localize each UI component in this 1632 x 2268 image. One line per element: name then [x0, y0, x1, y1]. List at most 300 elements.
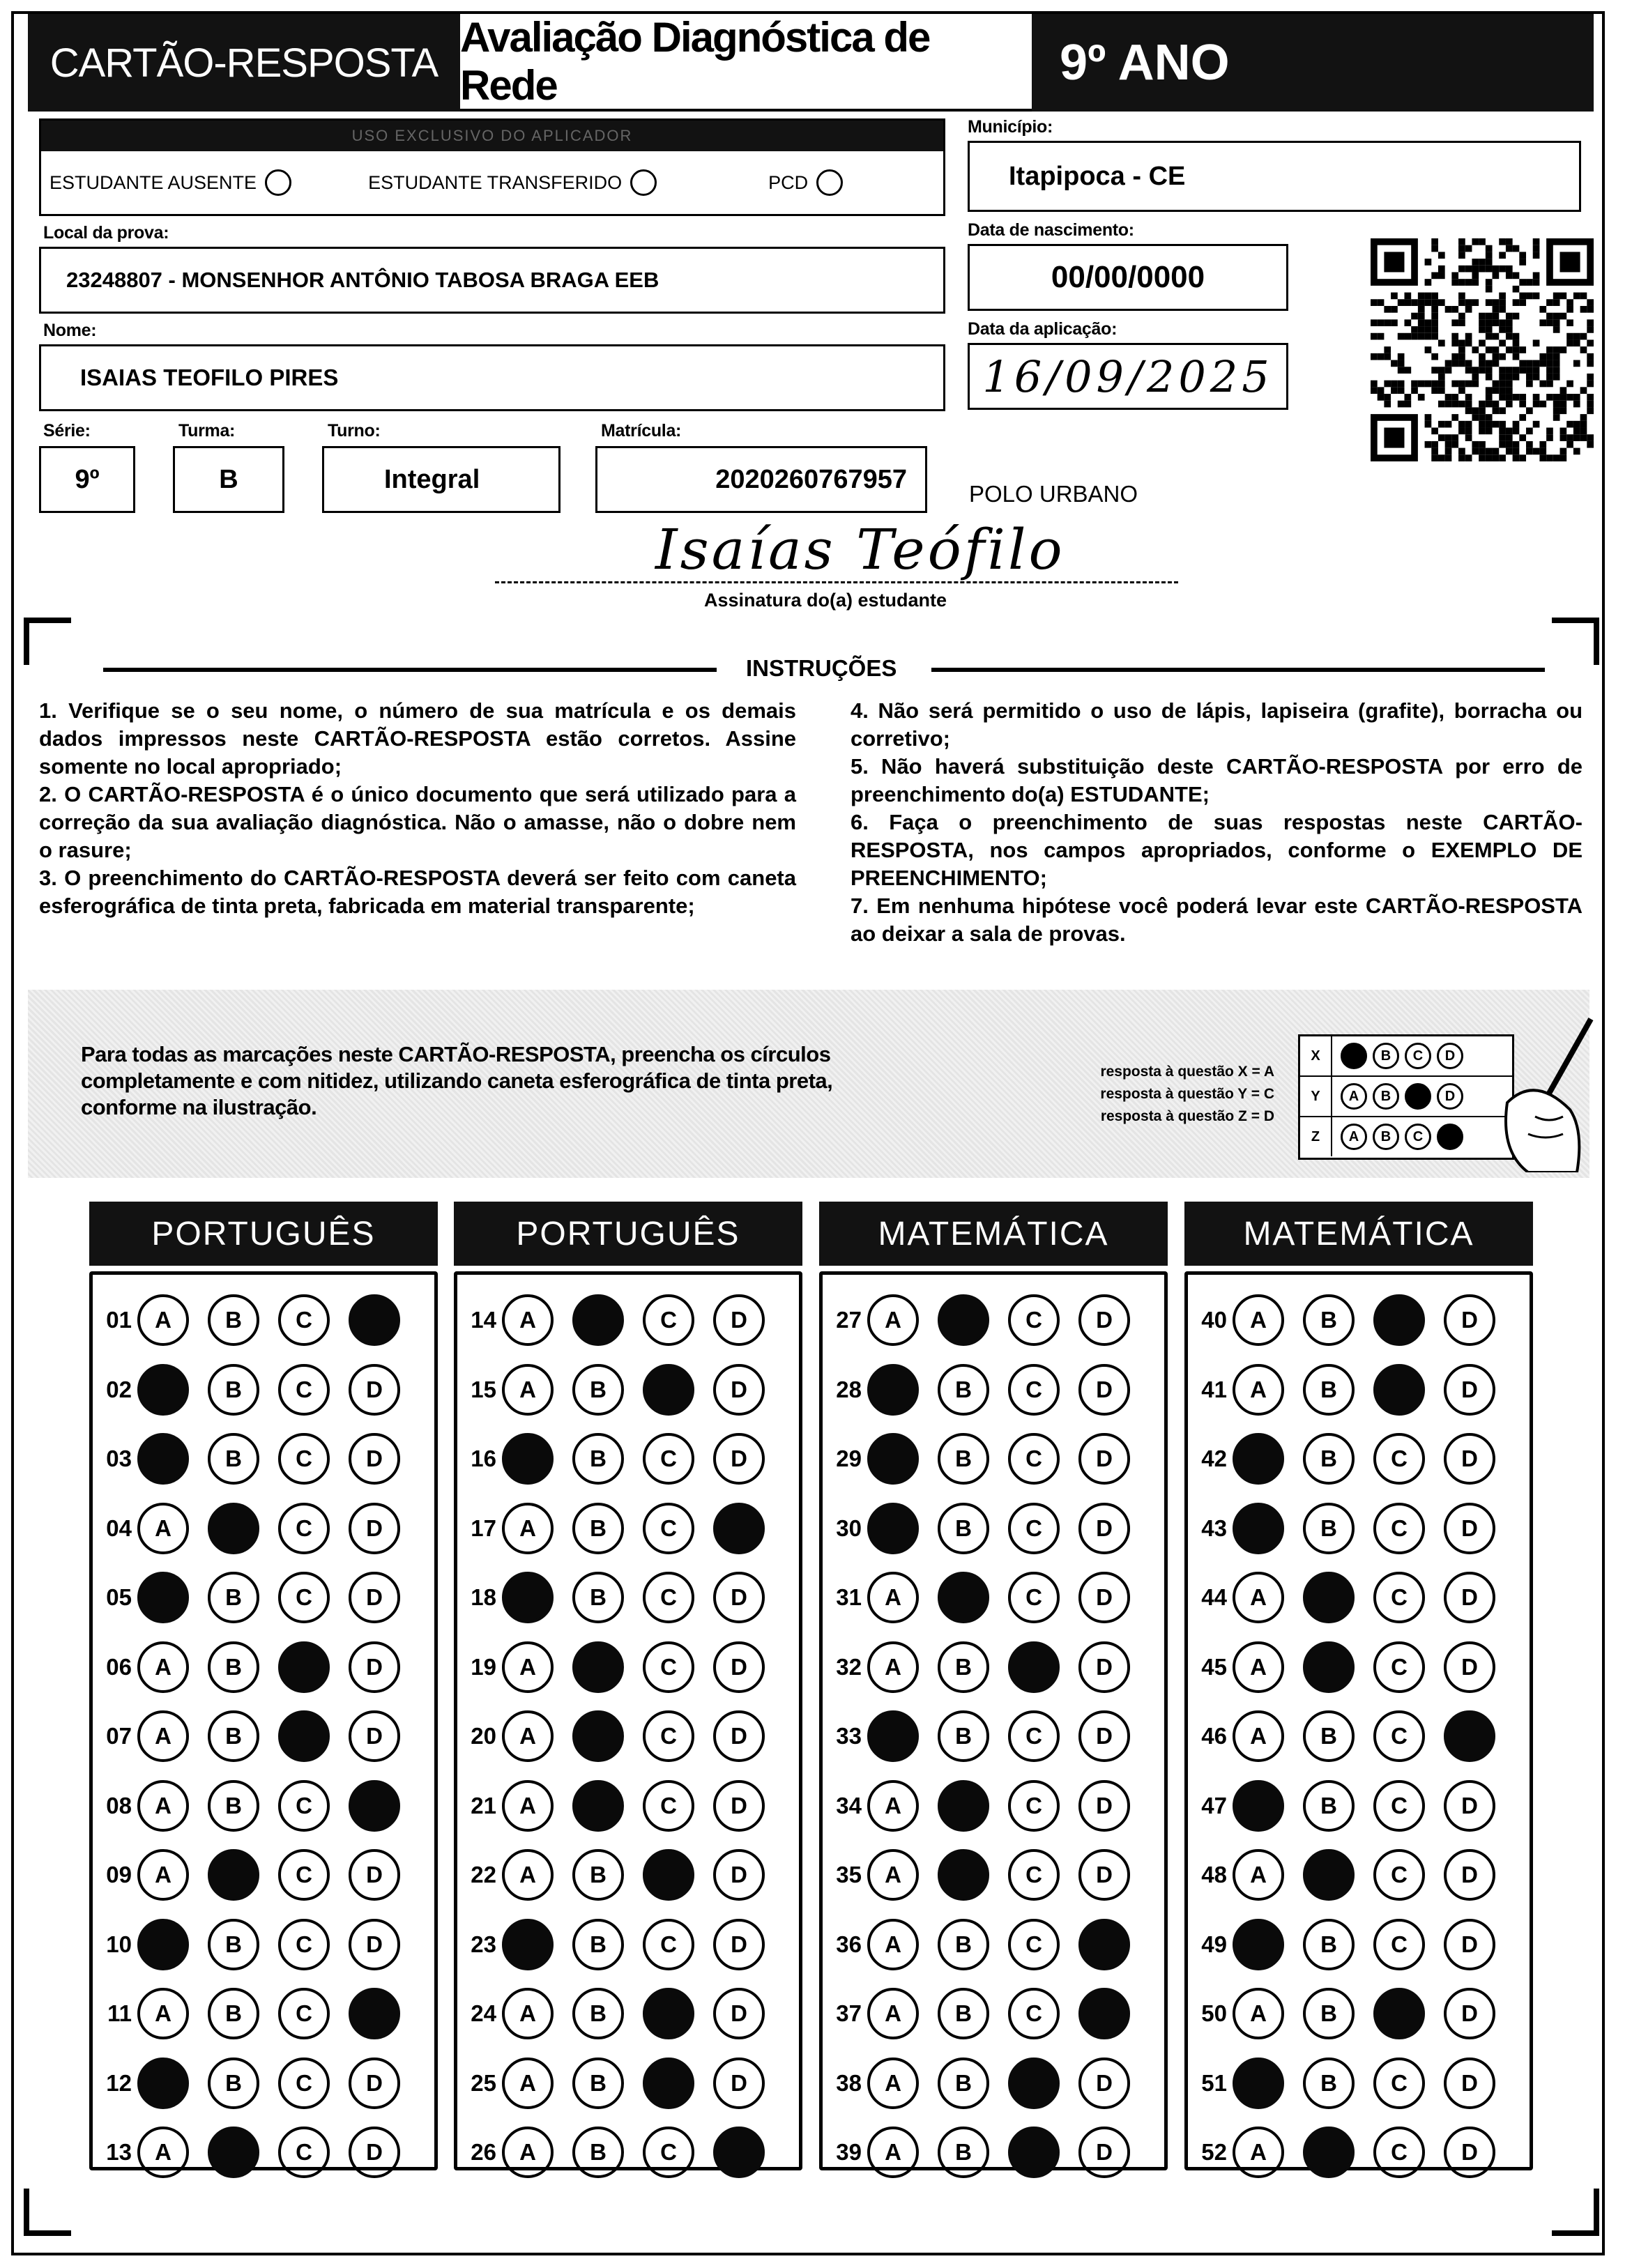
answer-bubble-a[interactable]: A — [867, 2058, 919, 2109]
answer-sheet — [11, 11, 1605, 2255]
answer-bubble-d[interactable]: D — [349, 1919, 400, 1970]
answer-bubble-d[interactable]: D — [1078, 2058, 1130, 2109]
answer-bubble-c[interactable] — [1373, 1294, 1425, 1346]
turma-value: B — [219, 464, 238, 494]
answer-bubble-c[interactable]: C — [278, 1364, 330, 1416]
answer-bubble-a[interactable]: A — [502, 1710, 554, 1762]
example-row — [1300, 1077, 1512, 1117]
answer-bubble-d[interactable]: D — [1078, 1849, 1130, 1901]
answer-bubble-c[interactable]: C — [278, 1503, 330, 1554]
answer-bubble-c[interactable] — [643, 1849, 694, 1901]
answer-bubble-a[interactable]: A — [502, 1294, 554, 1346]
answer-row — [457, 1568, 784, 1627]
answer-bubble-a[interactable] — [867, 1710, 919, 1762]
answer-bubble-d[interactable]: D — [1078, 1503, 1130, 1554]
answer-bubble-b[interactable]: B — [572, 1849, 624, 1901]
answer-bubble-c[interactable] — [278, 1641, 330, 1693]
answer-bubble-c[interactable] — [1008, 2127, 1060, 2178]
answer-bubble-d[interactable]: D — [713, 1710, 765, 1762]
answer-bubble-b[interactable]: B — [572, 2058, 624, 2109]
answer-row — [457, 1915, 784, 1975]
answer-bubble-d[interactable] — [349, 1780, 400, 1832]
question-number: 01 — [106, 1307, 132, 1333]
answer-bubble-c[interactable]: C — [1373, 1641, 1425, 1693]
answer-row — [457, 1984, 784, 2044]
question-number: 05 — [106, 1584, 132, 1610]
answer-bubble-d[interactable]: D — [1444, 1572, 1495, 1623]
answer-bubble-b[interactable]: B — [572, 1988, 624, 2039]
absent-checkbox[interactable] — [265, 169, 291, 196]
answer-bubble-c[interactable]: C — [278, 1780, 330, 1832]
question-number: 13 — [106, 2139, 132, 2165]
answer-bubble-a[interactable]: A — [137, 1294, 189, 1346]
answer-bubble-c[interactable]: C — [1373, 2058, 1425, 2109]
answer-bubble-b[interactable]: B — [208, 1433, 259, 1485]
applicator-banner — [41, 121, 943, 151]
question-number: 20 — [471, 1723, 496, 1749]
answer-bubble-d[interactable]: D — [1078, 1710, 1130, 1762]
matricula-field — [595, 446, 927, 513]
question-number: 03 — [106, 1446, 132, 1471]
question-number: 14 — [471, 1307, 496, 1333]
answer-bubble-b[interactable]: B — [1303, 1433, 1355, 1485]
answer-bubble-d[interactable]: D — [713, 1433, 765, 1485]
answer-bubble-c[interactable]: C — [643, 1503, 694, 1554]
answer-bubble-c[interactable]: C — [1373, 1572, 1425, 1623]
answer-bubble-d[interactable]: D — [1078, 1641, 1130, 1693]
answer-bubble-c[interactable]: C — [1373, 1433, 1425, 1485]
answer-bubble-d[interactable]: D — [1444, 1433, 1495, 1485]
answer-row — [457, 1360, 784, 1420]
answer-bubble-b[interactable] — [938, 1294, 989, 1346]
answer-bubble-c[interactable]: C — [1008, 1364, 1060, 1416]
answer-row — [823, 1290, 1149, 1350]
answer-bubble-a[interactable]: A — [502, 1641, 554, 1693]
answer-bubble-b[interactable] — [1303, 2127, 1355, 2178]
answer-row — [1188, 1845, 1514, 1905]
answer-bubble-a[interactable]: A — [1233, 1988, 1284, 2039]
answer-bubble-c[interactable]: C — [1373, 2127, 1425, 2178]
answer-bubble-c[interactable]: C — [643, 1641, 694, 1693]
answer-bubble-c[interactable] — [643, 1364, 694, 1416]
answer-bubble-c[interactable]: C — [278, 1433, 330, 1485]
answer-bubble-a[interactable]: A — [867, 1780, 919, 1832]
answer-bubble-b[interactable]: B — [1303, 1780, 1355, 1832]
answer-column — [819, 1271, 1168, 2170]
answer-bubble-a[interactable]: A — [867, 1572, 919, 1623]
question-number: 41 — [1201, 1376, 1227, 1402]
answer-bubble-d[interactable] — [349, 1294, 400, 1346]
answer-bubble-a[interactable]: A — [502, 1364, 554, 1416]
answer-bubble-c[interactable]: C — [1008, 1433, 1060, 1485]
answer-bubble-d[interactable]: D — [1444, 1503, 1495, 1554]
answer-bubble-d[interactable]: D — [713, 1988, 765, 2039]
answer-bubble-d[interactable]: D — [713, 1780, 765, 1832]
answer-bubble-b[interactable] — [938, 1572, 989, 1623]
answer-bubble-a[interactable]: A — [1233, 1710, 1284, 1762]
answer-bubble-a[interactable] — [1233, 1780, 1284, 1832]
answer-bubble-c[interactable]: C — [1008, 1710, 1060, 1762]
answer-row — [93, 2122, 419, 2182]
question-number: 02 — [106, 1376, 132, 1402]
answer-bubble-c[interactable]: C — [643, 1780, 694, 1832]
answer-bubble-a[interactable]: A — [867, 1919, 919, 1970]
answer-bubble-b[interactable]: B — [1303, 1988, 1355, 2039]
answer-bubble-c[interactable]: C — [278, 1572, 330, 1623]
answer-bubble-b[interactable] — [208, 1849, 259, 1901]
question-number: 35 — [836, 1862, 862, 1887]
answer-bubble-a[interactable]: A — [867, 2127, 919, 2178]
answer-bubble-b[interactable]: B — [208, 1572, 259, 1623]
answer-bubble-b[interactable] — [1303, 1849, 1355, 1901]
answer-bubble-b[interactable]: B — [938, 1919, 989, 1970]
answer-bubble-b[interactable]: B — [938, 1988, 989, 2039]
answer-bubble-d[interactable]: D — [1078, 2127, 1130, 2178]
answer-bubble-c[interactable]: C — [1008, 1294, 1060, 1346]
answer-bubble-a[interactable]: A — [137, 1988, 189, 2039]
answer-bubble-c[interactable]: C — [1008, 1503, 1060, 1554]
answer-bubble-b[interactable]: B — [1303, 1503, 1355, 1554]
question-number: 09 — [106, 1862, 132, 1887]
answer-bubble-c[interactable]: C — [278, 1919, 330, 1970]
answer-bubble-d[interactable]: D — [1444, 1780, 1495, 1832]
answer-bubble-a[interactable] — [867, 1503, 919, 1554]
answer-bubble-d[interactable]: D — [1444, 1849, 1495, 1901]
local-value: 23248807 - MONSENHOR ANTÔNIO TABOSA BRAGA EEB — [66, 268, 659, 292]
answer-bubble-a[interactable]: A — [502, 1849, 554, 1901]
answer-bubble-d[interactable]: D — [1078, 1433, 1130, 1485]
instructions-rule-left — [103, 668, 717, 672]
answer-bubble-c[interactable]: C — [643, 1710, 694, 1762]
answer-bubble-a[interactable]: A — [502, 2127, 554, 2178]
answer-bubble-d[interactable]: D — [349, 1710, 400, 1762]
answer-bubble-a[interactable]: A — [1233, 2127, 1284, 2178]
pen-hand-icon — [1486, 1012, 1598, 1172]
serie-label: Série: — [43, 421, 91, 440]
answer-bubble-d[interactable]: D — [1444, 2058, 1495, 2109]
answer-bubble-b[interactable]: B — [1303, 1919, 1355, 1970]
answer-bubble-a[interactable]: A — [502, 1503, 554, 1554]
answer-row — [1188, 1915, 1514, 1975]
answer-column — [454, 1271, 802, 2170]
answer-bubble-d[interactable]: D — [349, 1849, 400, 1901]
answer-bubble-c[interactable] — [1373, 1364, 1425, 1416]
answer-bubble-a[interactable]: A — [137, 1849, 189, 1901]
question-number: 07 — [106, 1723, 132, 1749]
answer-bubble-b[interactable] — [572, 1780, 624, 1832]
answer-bubble-d[interactable]: D — [1444, 1988, 1495, 2039]
answer-bubble-b[interactable]: B — [572, 1503, 624, 1554]
question-number: 17 — [471, 1515, 496, 1541]
nome-field — [39, 344, 945, 411]
answer-bubble-a[interactable]: A — [867, 1849, 919, 1901]
answer-bubble-d[interactable] — [1444, 1710, 1495, 1762]
answer-bubble-b[interactable]: B — [208, 1294, 259, 1346]
answer-bubble-c[interactable]: C — [643, 2127, 694, 2178]
serie-field — [39, 446, 135, 513]
answer-bubble-b[interactable]: B — [1303, 2058, 1355, 2109]
exam-title: Avaliação Diagnóstica de Rede — [460, 14, 930, 109]
answer-bubble-b[interactable]: B — [572, 1919, 624, 1970]
question-number: 42 — [1201, 1446, 1227, 1471]
answer-bubble-b[interactable]: B — [208, 1710, 259, 1762]
answer-bubble-c[interactable]: C — [1373, 1710, 1425, 1762]
answer-bubble-b[interactable]: B — [572, 1572, 624, 1623]
answer-bubble-d[interactable]: D — [1078, 1364, 1130, 1416]
answer-bubble-c[interactable]: C — [1008, 1988, 1060, 2039]
answer-bubble-a[interactable]: A — [137, 1710, 189, 1762]
answer-bubble-d[interactable]: D — [349, 1364, 400, 1416]
answer-bubble-b[interactable]: B — [208, 2058, 259, 2109]
answer-bubble-d[interactable]: D — [349, 1433, 400, 1485]
answer-bubble-c[interactable]: C — [643, 1433, 694, 1485]
answer-bubble-d[interactable] — [349, 1988, 400, 2039]
nome-label: Nome: — [43, 321, 97, 340]
polo-label: POLO URBANO — [969, 481, 1138, 507]
answer-bubble-c[interactable]: C — [643, 1919, 694, 1970]
answer-bubble-d[interactable]: D — [713, 2058, 765, 2109]
answer-bubble-c[interactable]: C — [278, 1849, 330, 1901]
answer-bubble-a[interactable] — [137, 2058, 189, 2109]
answer-bubble-b[interactable] — [572, 1641, 624, 1693]
example-bubble: B — [1373, 1043, 1399, 1069]
question-number: 50 — [1201, 2000, 1227, 2026]
answer-bubble-b[interactable]: B — [1303, 1710, 1355, 1762]
answer-bubble-a[interactable]: A — [502, 2058, 554, 2109]
answer-bubble-b[interactable]: B — [1303, 1364, 1355, 1416]
answer-bubble-c[interactable]: C — [643, 1572, 694, 1623]
card-title-bar — [28, 14, 460, 112]
answer-row — [823, 1499, 1149, 1558]
answer-bubble-d[interactable]: D — [1444, 1919, 1495, 1970]
answer-bubble-c[interactable]: C — [1008, 1780, 1060, 1832]
answer-bubble-a[interactable] — [502, 1919, 554, 1970]
answer-bubble-b[interactable]: B — [938, 1364, 989, 1416]
answer-bubble-d[interactable]: D — [349, 1641, 400, 1693]
answer-bubble-b[interactable]: B — [208, 1919, 259, 1970]
answer-bubble-c[interactable]: C — [1373, 1919, 1425, 1970]
answer-bubble-d[interactable] — [1078, 1988, 1130, 2039]
question-number: 22 — [471, 1862, 496, 1887]
answer-bubble-d[interactable]: D — [713, 1294, 765, 1346]
answer-bubble-d[interactable]: D — [1078, 1294, 1130, 1346]
answer-bubble-b[interactable]: B — [1303, 1294, 1355, 1346]
answer-bubble-d[interactable]: D — [1444, 1364, 1495, 1416]
answer-bubble-a[interactable] — [137, 1364, 189, 1416]
answer-bubble-a[interactable] — [137, 1572, 189, 1623]
pcd-label: PCD — [768, 171, 809, 193]
answer-bubble-c[interactable]: C — [1373, 1503, 1425, 1554]
answer-bubble-d[interactable]: D — [713, 1919, 765, 1970]
answer-bubble-d[interactable]: D — [713, 1641, 765, 1693]
answer-bubble-b[interactable]: B — [572, 1433, 624, 1485]
answer-bubble-b[interactable] — [572, 1294, 624, 1346]
answer-bubble-b[interactable] — [938, 1849, 989, 1901]
nascimento-field — [968, 244, 1288, 311]
answer-bubble-a[interactable] — [502, 1572, 554, 1623]
question-number: 44 — [1201, 1584, 1227, 1610]
pcd-checkbox[interactable] — [816, 169, 843, 196]
answer-bubble-b[interactable]: B — [938, 2058, 989, 2109]
answer-bubble-a[interactable]: A — [1233, 1294, 1284, 1346]
example-legend — [1037, 1061, 1274, 1128]
answer-bubble-a[interactable]: A — [1233, 1641, 1284, 1693]
answer-bubble-a[interactable]: A — [867, 1294, 919, 1346]
answer-bubble-d[interactable]: D — [1444, 1641, 1495, 1693]
answer-bubble-d[interactable] — [713, 2127, 765, 2178]
answer-row — [457, 2122, 784, 2182]
answer-bubble-c[interactable]: C — [278, 1988, 330, 2039]
answer-bubble-a[interactable] — [137, 1433, 189, 1485]
answer-bubble-c[interactable] — [278, 1710, 330, 1762]
answer-row — [1188, 1568, 1514, 1627]
answer-bubble-a[interactable] — [137, 1919, 189, 1970]
example-legend-y: resposta à questão Y = C — [1100, 1086, 1274, 1102]
answer-bubble-a[interactable] — [867, 1433, 919, 1485]
answer-row — [457, 1776, 784, 1836]
answer-bubble-c[interactable] — [643, 1988, 694, 2039]
answer-bubble-a[interactable] — [867, 1364, 919, 1416]
answer-bubble-a[interactable]: A — [137, 2127, 189, 2178]
answer-bubble-c[interactable]: C — [278, 2058, 330, 2109]
answer-bubble-b[interactable]: B — [208, 1780, 259, 1832]
example-grid — [1298, 1034, 1514, 1160]
answer-bubble-c[interactable]: C — [278, 2127, 330, 2178]
answer-bubble-c[interactable]: C — [1373, 1780, 1425, 1832]
question-number: 47 — [1201, 1792, 1227, 1818]
answer-bubble-d[interactable]: D — [713, 1572, 765, 1623]
question-number: 40 — [1201, 1307, 1227, 1333]
turno-field — [322, 446, 560, 513]
answer-bubble-a[interactable]: A — [867, 1988, 919, 2039]
answer-bubble-a[interactable]: A — [867, 1641, 919, 1693]
example-bubble — [1437, 1124, 1463, 1150]
answer-bubble-d[interactable]: D — [713, 1364, 765, 1416]
answer-bubble-d[interactable] — [1078, 1919, 1130, 1970]
answer-bubble-c[interactable]: C — [1008, 1849, 1060, 1901]
aplicacao-value: 16/09/2025 — [982, 351, 1274, 402]
example-row — [1300, 1036, 1512, 1077]
answer-bubble-a[interactable] — [1233, 2058, 1284, 2109]
answer-bubble-d[interactable]: D — [349, 1572, 400, 1623]
answer-row — [823, 1984, 1149, 2044]
serie-value: 9º — [75, 464, 100, 494]
answer-row — [93, 1776, 419, 1836]
answer-bubble-c[interactable] — [643, 2058, 694, 2109]
answer-bubble-a[interactable]: A — [137, 1641, 189, 1693]
answer-row — [457, 1429, 784, 1489]
answer-bubble-a[interactable] — [1233, 1919, 1284, 1970]
exam-title-box — [460, 14, 1032, 112]
answer-bubble-b[interactable]: B — [938, 1710, 989, 1762]
answer-bubble-b[interactable]: B — [938, 1433, 989, 1485]
answer-bubble-c[interactable] — [1373, 1988, 1425, 2039]
example-bubble: B — [1373, 1124, 1399, 1150]
nascimento-value: 00/00/0000 — [1051, 260, 1205, 294]
answer-bubble-a[interactable]: A — [1233, 1364, 1284, 1416]
answer-bubble-c[interactable]: C — [278, 1294, 330, 1346]
municipio-value: Itapipoca - CE — [1009, 161, 1186, 191]
answer-row — [93, 1915, 419, 1975]
answer-bubble-d[interactable]: D — [713, 1849, 765, 1901]
example-bubble: D — [1437, 1083, 1463, 1110]
question-number: 28 — [836, 1376, 862, 1402]
local-label: Local da prova: — [43, 223, 169, 243]
answer-bubble-d[interactable]: D — [1444, 2127, 1495, 2178]
answer-bubble-b[interactable] — [208, 1503, 259, 1554]
municipio-label: Município: — [968, 117, 1053, 137]
answer-bubble-a[interactable]: A — [502, 1988, 554, 2039]
answer-bubble-b[interactable] — [208, 2127, 259, 2178]
answer-bubble-a[interactable]: A — [137, 1780, 189, 1832]
answer-bubble-c[interactable]: C — [1008, 1572, 1060, 1623]
answer-bubble-c[interactable]: C — [643, 1294, 694, 1346]
answer-bubble-b[interactable]: B — [208, 1364, 259, 1416]
answer-bubble-a[interactable]: A — [502, 1780, 554, 1832]
question-number: 51 — [1201, 2069, 1227, 2096]
example-bubble: A — [1341, 1124, 1367, 1150]
answer-row — [457, 1499, 784, 1558]
question-number: 49 — [1201, 1931, 1227, 1957]
answer-bubble-c[interactable] — [1008, 1641, 1060, 1693]
question-number: 06 — [106, 1653, 132, 1680]
answer-bubble-b[interactable] — [1303, 1641, 1355, 1693]
answer-bubble-a[interactable] — [502, 1433, 554, 1485]
answer-bubble-d[interactable]: D — [349, 1503, 400, 1554]
answer-bubble-d[interactable] — [713, 1503, 765, 1554]
example-bubble: A — [1341, 1083, 1367, 1110]
answer-row — [93, 1568, 419, 1627]
answer-bubble-d[interactable]: D — [349, 2058, 400, 2109]
question-number: 52 — [1201, 2139, 1227, 2165]
answer-row — [823, 1915, 1149, 1975]
answer-bubble-d[interactable]: D — [349, 2127, 400, 2178]
answer-bubble-b[interactable] — [938, 1780, 989, 1832]
answer-bubble-c[interactable]: C — [1373, 1849, 1425, 1901]
signature-value: Isaías Teófilo — [655, 517, 1065, 582]
answer-bubble-b[interactable]: B — [572, 2127, 624, 2178]
answer-bubble-c[interactable]: C — [1008, 1919, 1060, 1970]
answer-row — [93, 1290, 419, 1350]
answer-bubble-b[interactable]: B — [208, 1988, 259, 2039]
answer-bubble-a[interactable] — [1233, 1503, 1284, 1554]
matricula-label: Matrícula: — [601, 421, 682, 440]
answer-bubble-c[interactable] — [1008, 2058, 1060, 2109]
answer-bubble-d[interactable]: D — [1078, 1780, 1130, 1832]
example-legend-z: resposta à questão Z = D — [1100, 1108, 1274, 1124]
answer-row — [93, 1637, 419, 1697]
subject-header: PORTUGUÊS — [454, 1202, 802, 1266]
answer-bubble-b[interactable]: B — [938, 1641, 989, 1693]
turno-value: Integral — [384, 464, 480, 494]
answer-bubble-b[interactable]: B — [938, 1503, 989, 1554]
answer-bubble-d[interactable]: D — [1444, 1294, 1495, 1346]
answer-bubble-b[interactable]: B — [572, 1364, 624, 1416]
answer-bubble-b[interactable] — [572, 1710, 624, 1762]
answer-bubble-b[interactable]: B — [938, 2127, 989, 2178]
answer-bubble-a[interactable]: A — [1233, 1572, 1284, 1623]
absent-label: ESTUDANTE AUSENTE — [49, 171, 257, 193]
answer-bubble-a[interactable]: A — [1233, 1849, 1284, 1901]
answer-bubble-b[interactable]: B — [208, 1641, 259, 1693]
answer-row — [457, 1637, 784, 1697]
answer-bubble-d[interactable]: D — [1078, 1572, 1130, 1623]
transferred-checkbox[interactable] — [630, 169, 657, 196]
answer-bubble-a[interactable]: A — [137, 1503, 189, 1554]
answer-bubble-b[interactable] — [1303, 1572, 1355, 1623]
nome-value: ISAIAS TEOFILO PIRES — [80, 365, 339, 390]
answer-bubble-a[interactable] — [1233, 1433, 1284, 1485]
